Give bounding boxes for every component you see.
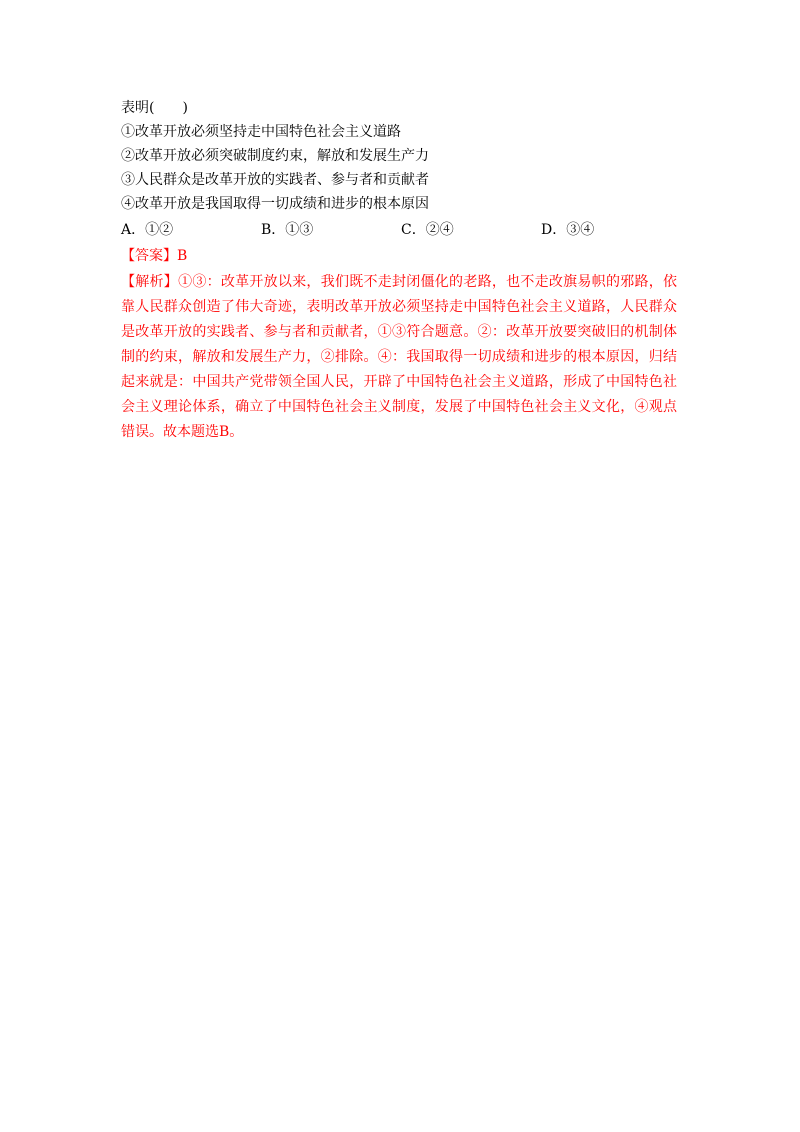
statement-2: ②改革开放必须突破制度约束，解放和发展生产力 <box>121 148 429 164</box>
option-c: C．②④ <box>401 222 454 238</box>
answer-line <box>121 244 681 268</box>
answer-value: B <box>177 248 188 264</box>
answer-tag: 【答案】 <box>121 248 177 264</box>
answer-options <box>121 218 681 242</box>
analysis-tag: 【解析】 <box>121 274 179 290</box>
option-d: D．③④ <box>541 222 595 238</box>
option-a: A．①② <box>121 222 174 238</box>
statement-3: ③人民群众是改革开放的实践者、参与者和贡献者 <box>121 172 429 188</box>
statement-4: ④改革开放是我国取得一切成绩和进步的根本原因 <box>121 196 429 212</box>
question-block <box>121 96 681 445</box>
question-stem-tail: 表明( ) <box>121 100 188 116</box>
analysis-text: ①③：改革开放以来，我们既不走封闭僵化的老路，也不走改旗易帜的邪路，依靠人民群众创造了伟大奇迹，表明改革开放必须坚持走中国特色社会主义道路，人民群众是改革开放的实践者、参与者和贡献者，①③符合题意。②：改革开放要突破旧的机制体制的约束，解放和发展生产力，②排除。④：我国取得一切成绩和进步的根本原因，归结起来就是：中国共产党带领全国人民，开辟了中国特色社会主义道路，形成了中国特色社会主义理论体系，确立了中国特色社会主义制度，发展了中国特色社会主义文化，④观点错误。故本题选B。 <box>121 274 678 440</box>
analysis-paragraph <box>121 270 677 445</box>
option-b: B．①③ <box>261 222 314 238</box>
statement-1: ①改革开放必须坚持走中国特色社会主义道路 <box>121 124 401 140</box>
